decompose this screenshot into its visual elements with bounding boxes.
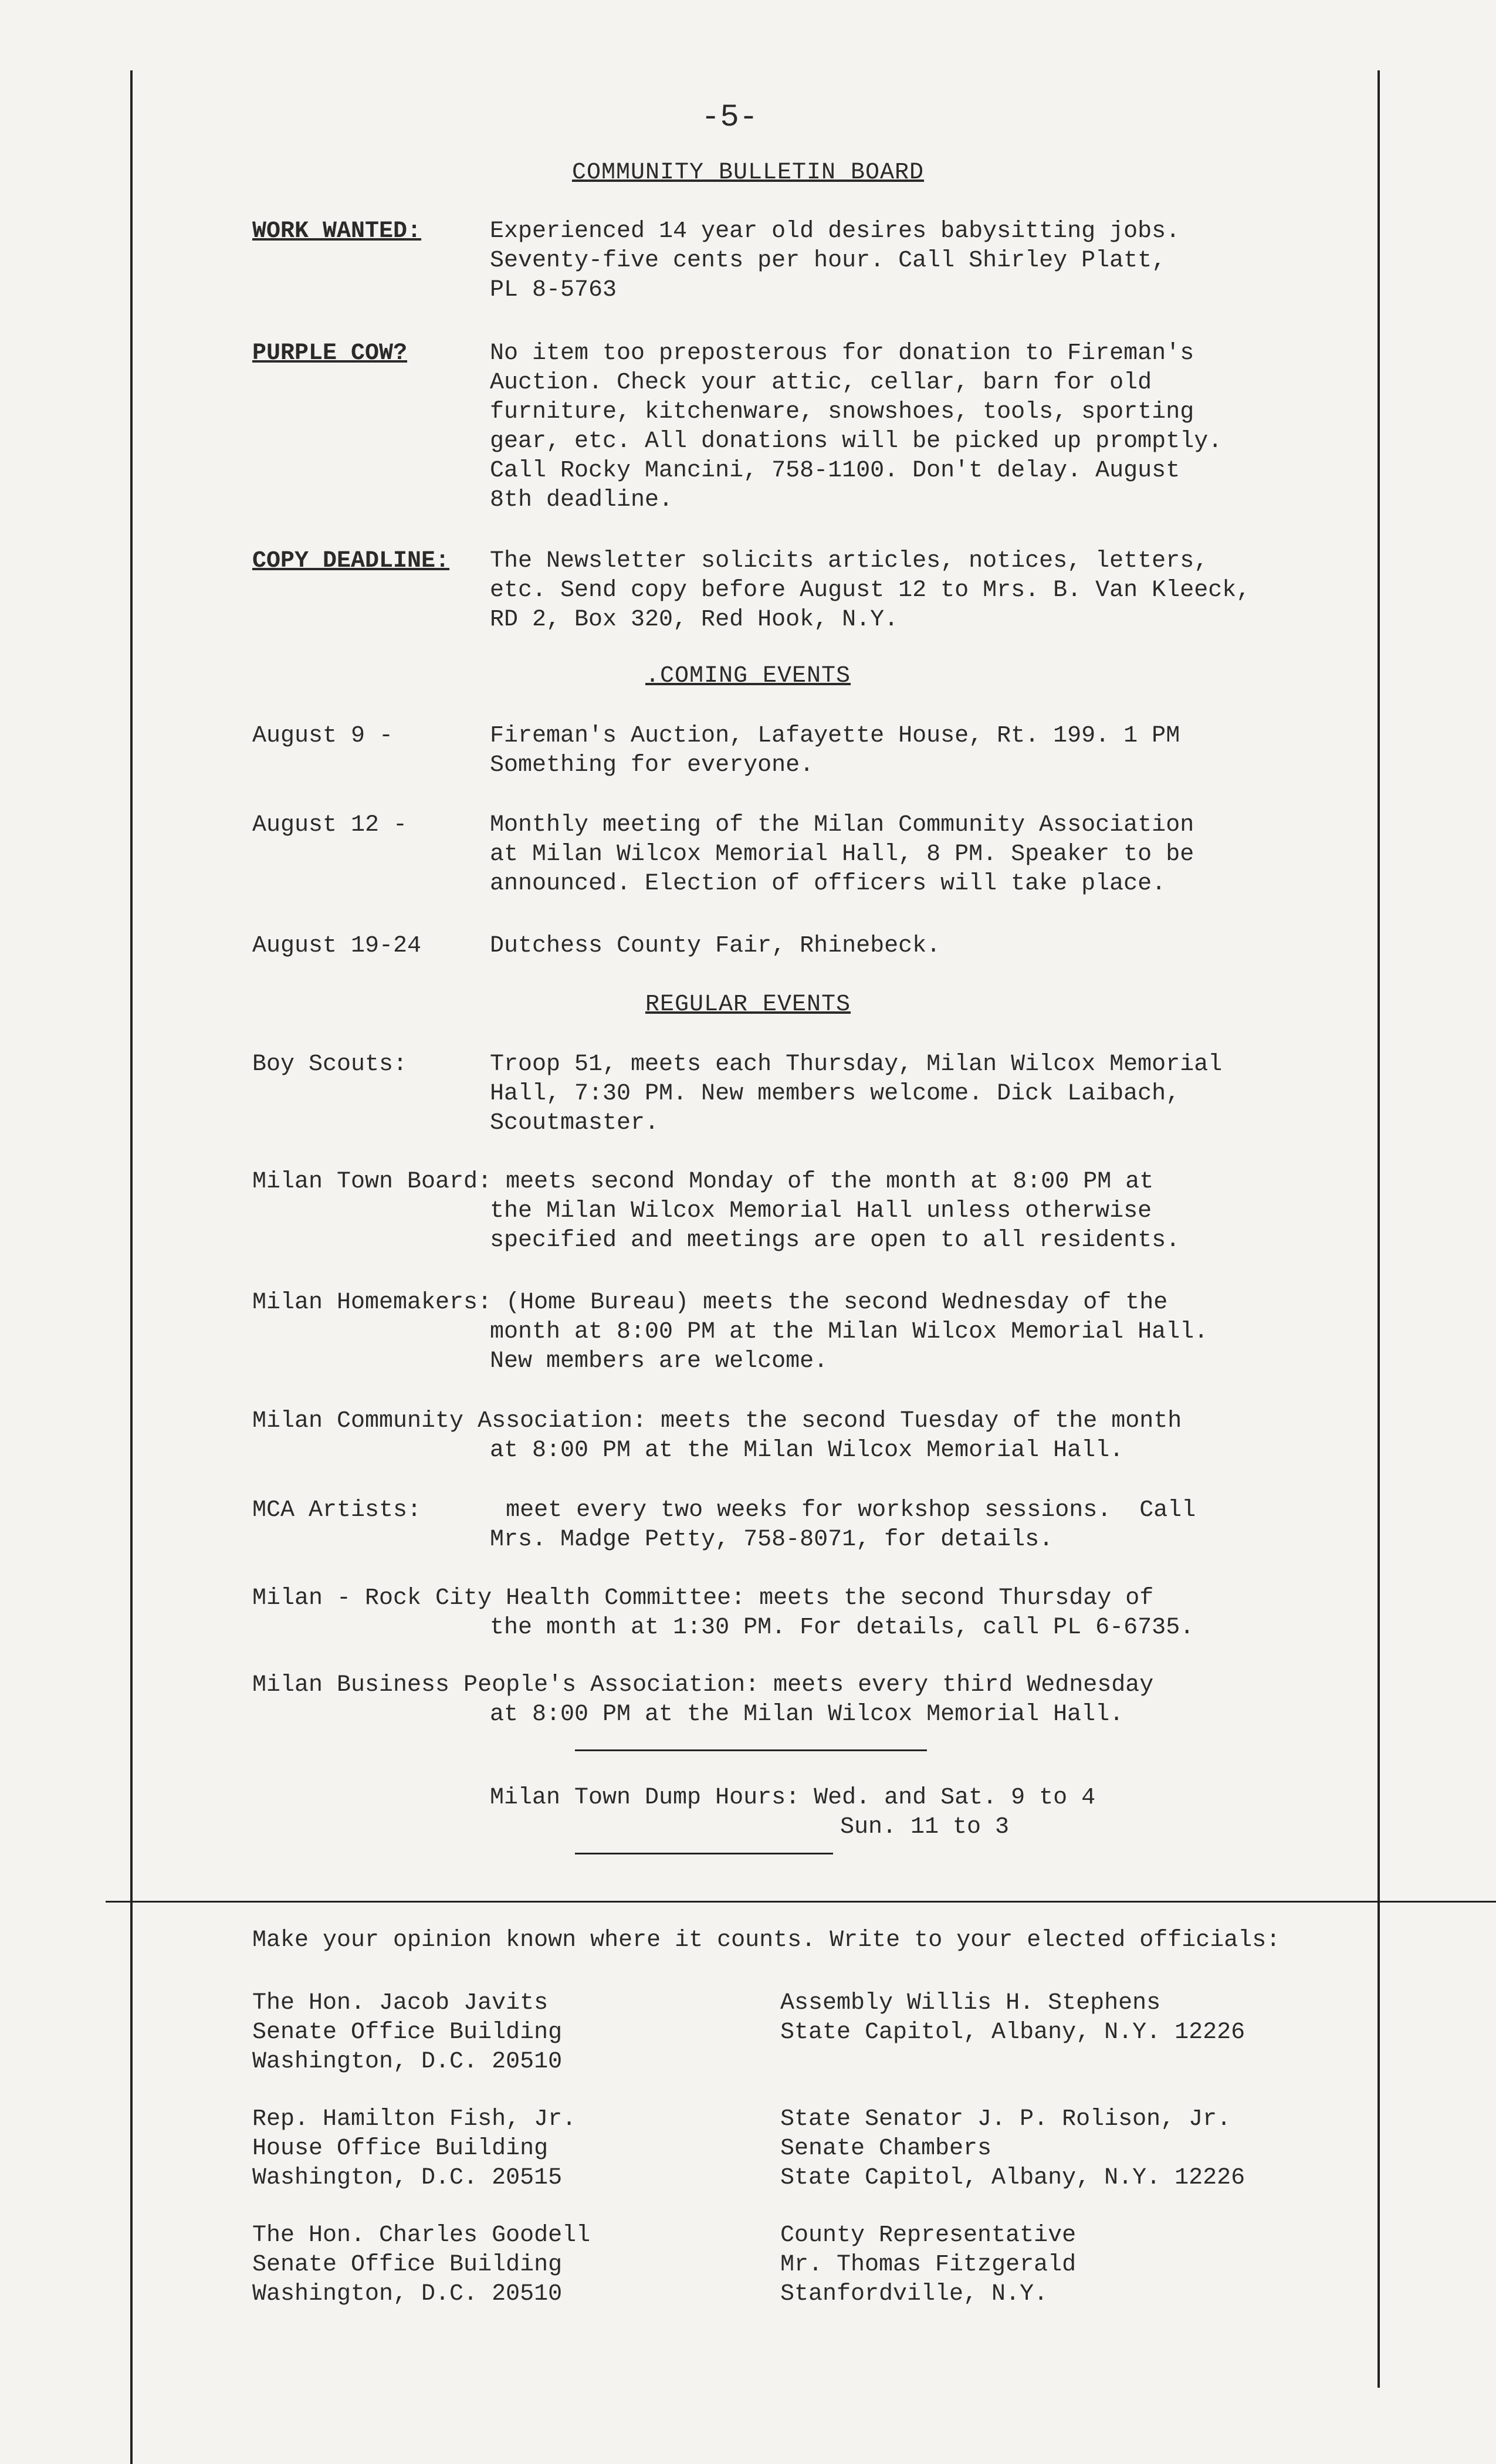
boy-scouts-text: Troop 51, meets each Thursday, Milan Wilcox Memorial Hall, 7:30 PM. New members welcome. Dick Laibach, Scoutmaster.: [490, 1051, 1223, 1136]
officials-intro: Make your opinion known where it counts. Write to your elected officials:: [252, 1927, 1281, 1954]
official-address: The Hon. Jacob Javits Senate Office Building Washington, D.C. 20510: [252, 1990, 563, 2075]
official-address: County Representative Mr. Thomas Fitzgerald Stanfordville, N.Y.: [780, 2222, 1077, 2307]
regular-item: Milan Community Association: meets the second Tuesday of the month at 8:00 PM at the Milan Wilcox Memorial Hall.: [252, 1408, 1182, 1464]
regular-item: MCA Artists: meet every two weeks for workshop sessions. Call Mrs. Madge Petty, 758-8071, for details.: [252, 1497, 1196, 1553]
regular-events-heading: REGULAR EVENTS: [645, 991, 851, 1018]
page-number: -5-: [701, 100, 759, 136]
event-text: Fireman's Auction, Lafayette House, Rt. 199. 1 PM Something for everyone.: [490, 723, 1180, 779]
left-margin-rule: [130, 70, 133, 2464]
event-text: Dutchess County Fair, Rhinebeck.: [490, 933, 941, 959]
purple-cow-text: No item too preposterous for donation to Fireman's Auction. Check your attic, cellar, barn for old furniture, kitchenware, snowshoes, tools, sporting gear, etc. All donations will be picked up promptly. Call Rocky Mancini, 758-1100. Don't delay. August 8th deadline.: [490, 340, 1223, 513]
regular-item: Milan - Rock City Health Committee: meets the second Thursday of the month at 1:30 PM. For details, call PL 6-6735.: [252, 1585, 1194, 1641]
copy-deadline-label: COPY DEADLINE:: [252, 548, 450, 574]
work-wanted-text: Experienced 14 year old desires babysitting jobs. Seventy-five cents per hour. Call Shirley Platt, PL 8-5763: [490, 218, 1180, 303]
event-date: August 12 -: [252, 812, 408, 838]
copy-deadline-text: The Newsletter solicits articles, notices, letters, etc. Send copy before August 12 to Mrs. B. Van Kleeck, RD 2, Box 320, Red Hook, N.Y.: [490, 548, 1251, 633]
section-divider: [106, 1901, 1496, 1903]
official-address: Assembly Willis H. Stephens State Capitol, Albany, N.Y. 12226: [780, 1990, 1245, 2046]
dump-hours: Milan Town Dump Hours: Wed. and Sat. 9 to 4 Sun. 11 to 3: [490, 1785, 1096, 1840]
work-wanted-label: WORK WANTED:: [252, 218, 422, 245]
event-date: August 19-24: [252, 933, 422, 959]
purple-cow-label: PURPLE COW?: [252, 340, 408, 367]
right-margin-rule: [1377, 70, 1380, 2388]
regular-item: Milan Homemakers: (Home Bureau) meets the second Wednesday of the month at 8:00 PM at the Milan Wilcox Memorial Hall. New members are welcome.: [252, 1289, 1209, 1375]
official-address: Rep. Hamilton Fish, Jr. House Office Building Washington, D.C. 20515: [252, 2106, 577, 2191]
regular-item: Milan Town Board: meets second Monday of the month at 8:00 PM at the Milan Wilcox Memorial Hall unless otherwise specified and meetings are open to all residents.: [252, 1169, 1180, 1254]
official-address: State Senator J. P. Rolison, Jr. Senate Chambers State Capitol, Albany, N.Y. 12226: [780, 2106, 1245, 2191]
dump-rule-top: [575, 1749, 927, 1751]
regular-item: Milan Business People's Association: meets every third Wednesday at 8:00 PM at the Milan Wilcox Memorial Hall.: [252, 1672, 1154, 1728]
dump-rule-bottom: [575, 1853, 833, 1854]
bulletin-heading: COMMUNITY BULLETIN BOARD: [571, 160, 925, 186]
event-text: Monthly meeting of the Milan Community Association at Milan Wilcox Memorial Hall, 8 PM. Speaker to be announced. Election of officers will take place.: [490, 812, 1194, 897]
official-address: The Hon. Charles Goodell Senate Office Building Washington, D.C. 20510: [252, 2222, 591, 2307]
coming-events-heading: .COMING EVENTS: [645, 663, 851, 689]
event-date: August 9 -: [252, 723, 394, 749]
boy-scouts-label: Boy Scouts:: [252, 1051, 408, 1078]
